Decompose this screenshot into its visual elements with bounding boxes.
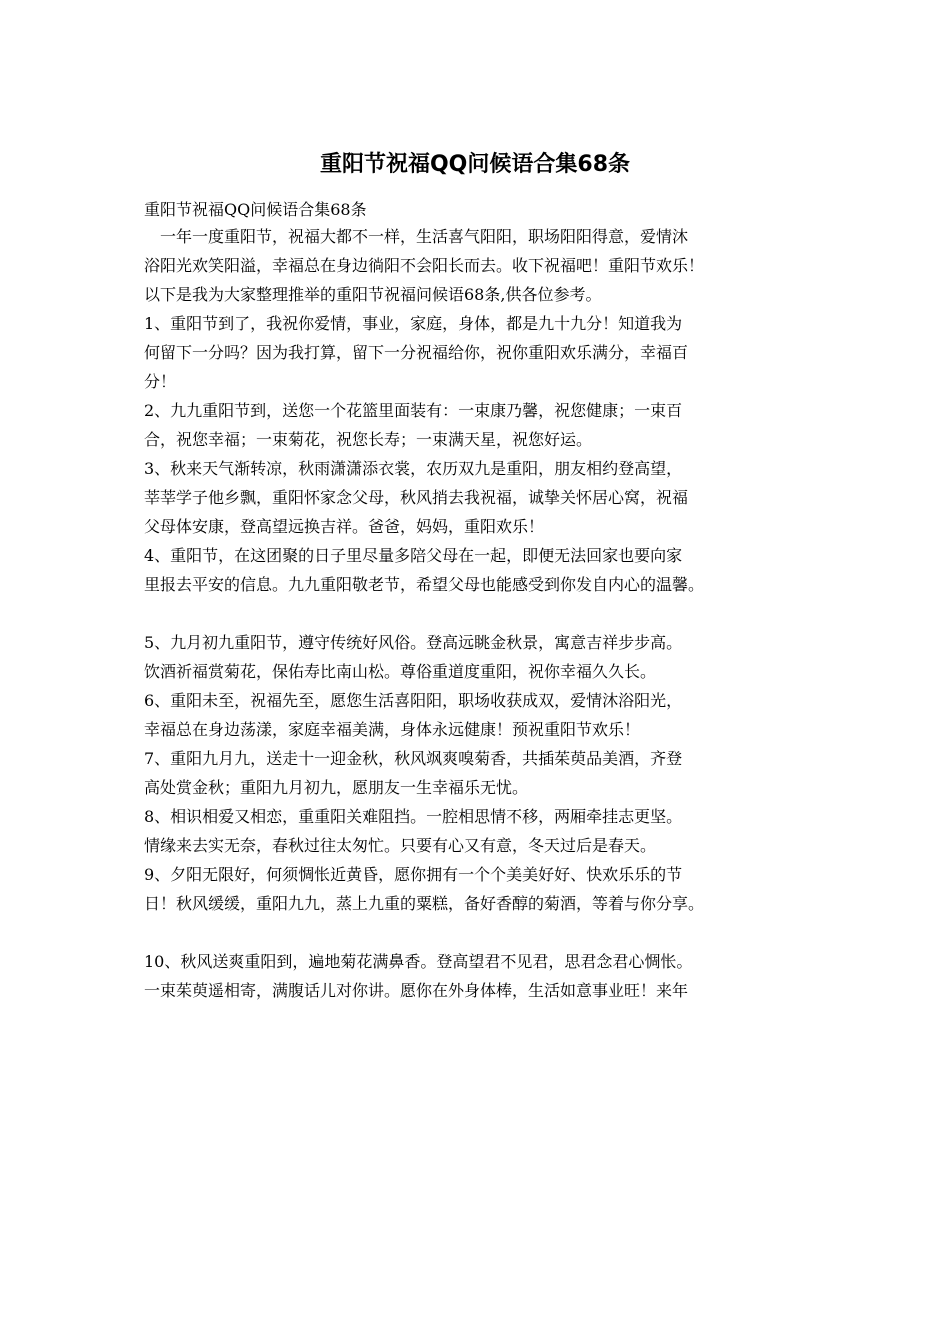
item-8-line-1: 8、相识相爱又相恋，重重阳关难阻挡。一腔相思情不移，两厢牵挂志更坚。 — [144, 807, 683, 826]
document-body — [144, 198, 814, 1005]
item-10-line-2: 一束茱萸遥相寄，满腹话儿对你讲。愿你在外身体棒，生活如意事业旺！来年 — [144, 981, 689, 1000]
item-8-line-2: 情缘来去实无奈，春秋过往太匆忙。只要有心又有意，冬天过后是春天。 — [144, 836, 657, 855]
item-1-line-2: 何留下一分吗？因为我打算，留下一分祝福给你，祝你重阳欢乐满分，幸福百 — [144, 343, 689, 362]
blank-line — [144, 599, 814, 628]
item-9-line-2: 日！秋风缓缓，重阳九九，蒸上九重的粟糕，备好香醇的菊酒，等着与你分享。 — [144, 894, 705, 913]
item-5-line-1: 5、九月初九重阳节，遵守传统好风俗。登高远眺金秋景，寓意吉祥步步高。 — [144, 633, 683, 652]
item-3-line-2: 莘莘学子他乡飘，重阳怀家念父母，秋风捎去我祝福，诚挚关怀居心窝，祝福 — [144, 488, 689, 507]
item-1-line-1: 1、重阳节到了，我祝你爱情，事业，家庭，身体，都是九十九分！知道我为 — [144, 314, 683, 333]
item-3-line-3: 父母体安康，登高望远换吉祥。爸爸，妈妈，重阳欢乐！ — [144, 517, 545, 536]
intro-line-3: 以下是我为大家整理推举的重阳节祝福问候语68条,供各位参考。 — [144, 285, 602, 304]
intro-line-1: 一年一度重阳节，祝福大都不一样，生活喜气阳阳，职场阳阳得意，爱情沐 — [144, 227, 689, 246]
item-2-line-2: 合，祝您幸福；一束菊花，祝您长寿；一束满天星，祝您好运。 — [144, 430, 593, 449]
item-6-line-2: 幸福总在身边荡漾，家庭幸福美满，身体永远健康！预祝重阳节欢乐！ — [144, 720, 641, 739]
item-4-line-2: 里报去平安的信息。九九重阳敬老节，希望父母也能感受到你发自内心的温馨。 — [144, 575, 705, 594]
item-7-line-2: 高处赏金秋；重阳九月初九，愿朋友一生幸福乐无忧。 — [144, 778, 529, 797]
document-title: 重阳节祝福QQ问候语合集68条 — [319, 152, 631, 177]
item-7-line-1: 7、重阳九月九，送走十一迎金秋，秋风飒爽嗅菊香，共插茱萸品美酒，齐登 — [144, 749, 683, 768]
item-4-line-1: 4、重阳节，在这团聚的日子里尽量多陪父母在一起，即便无法回家也要向家 — [144, 546, 683, 565]
item-6-line-1: 6、重阳未至，祝福先至，愿您生活喜阳阳，职场收获成双，爱情沐浴阳光， — [144, 691, 683, 710]
item-10-line-1: 10、秋风送爽重阳到，遍地菊花满鼻香。登高望君不见君，思君念君心惆怅。 — [144, 952, 693, 971]
item-3-line-1: 3、秋来天气渐转凉，秋雨潇潇添衣裳，农历双九是重阳，朋友相约登高望， — [144, 459, 683, 478]
document-subtitle: 重阳节祝福QQ问候语合集68条 — [144, 200, 367, 219]
item-1-line-3: 分！ — [144, 372, 177, 391]
item-9-line-1: 9、夕阳无限好，何须惆怅近黄昏，愿你拥有一个个美美好好、快欢乐乐的节 — [144, 865, 683, 884]
blank-line — [144, 918, 814, 947]
intro-line-2: 浴阳光欢笑阳溢，幸福总在身边徜阳不会阳长而去。收下祝福吧！重阳节欢乐！ — [144, 256, 705, 275]
item-2-line-1: 2、九九重阳节到，送您一个花篮里面装有：一束康乃馨，祝您健康；一束百 — [144, 401, 683, 420]
item-5-line-2: 饮酒祈福赏菊花，保佑寿比南山松。尊俗重道度重阳，祝你幸福久久长。 — [144, 662, 657, 681]
